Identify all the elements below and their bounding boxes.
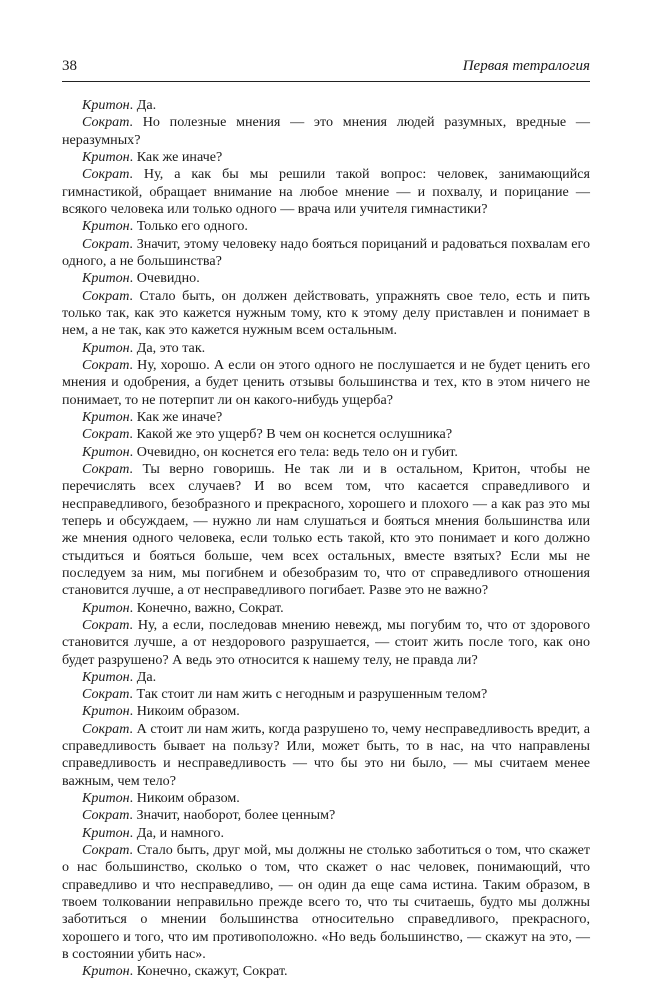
speaker-separator: . bbox=[129, 790, 137, 807]
dialogue-paragraph bbox=[62, 669, 590, 686]
speaker-separator: . bbox=[129, 408, 137, 425]
speech-text: Конечно, скажут, Сократ. bbox=[136, 963, 288, 980]
speaker-name: Критон bbox=[82, 270, 130, 287]
speech-text: Никоим образом. bbox=[136, 703, 240, 720]
dialogue-paragraph bbox=[62, 149, 590, 166]
speaker-separator: . bbox=[129, 356, 138, 373]
speaker-separator: . bbox=[129, 218, 137, 235]
dialogue-paragraph bbox=[62, 721, 590, 790]
speaker-name: Сократ bbox=[82, 686, 130, 703]
dialogue-paragraph bbox=[62, 790, 590, 807]
dialogue-paragraph bbox=[62, 97, 590, 114]
speech-text: Да, это так. bbox=[136, 339, 206, 356]
speaker-name: Критон bbox=[82, 148, 130, 165]
dialogue-text bbox=[62, 97, 590, 981]
dialogue-paragraph bbox=[62, 218, 590, 235]
speaker-separator: . bbox=[129, 460, 143, 477]
speech-text: Да. bbox=[136, 668, 157, 685]
dialogue-paragraph bbox=[62, 686, 590, 703]
dialogue-paragraph bbox=[62, 270, 590, 287]
dialogue-paragraph bbox=[62, 444, 590, 461]
speaker-name: Критон bbox=[82, 790, 130, 807]
speaker-name: Сократ bbox=[82, 616, 130, 633]
speaker-name: Критон bbox=[82, 668, 130, 685]
speech-text: Ну, хорошо. А если он этого одного не послушается и не будет ценить его мнения и одобрения, а будет ценить отзывы большинства и тех, кто в этом ничего не понимает, то не потерпит ли он какого-нибудь ущерба? bbox=[62, 356, 590, 408]
speaker-separator: . bbox=[129, 426, 137, 443]
page-header bbox=[62, 57, 590, 82]
running-title: Первая тетралогия bbox=[462, 58, 590, 74]
dialogue-paragraph bbox=[62, 288, 590, 340]
speech-text: Да. bbox=[136, 97, 157, 113]
speaker-name: Критон bbox=[82, 824, 130, 841]
speaker-separator: . bbox=[129, 686, 137, 703]
speech-text: Ну, а как бы мы решили такой вопрос: человек, занимающийся гимнастикой, обращает внимание на любое мнение — и похвалу, и порицание — всякого человека или только одного — врача или учителя гимнастики? bbox=[62, 166, 590, 217]
speech-text: Значит, наоборот, более ценным? bbox=[136, 807, 336, 824]
dialogue-paragraph bbox=[62, 963, 590, 980]
dialogue-paragraph bbox=[62, 807, 590, 824]
speech-text: Очевидно, он коснется его тела: ведь тело он и губит. bbox=[136, 443, 458, 460]
speaker-separator: . bbox=[129, 616, 138, 633]
speaker-separator: . bbox=[129, 599, 137, 616]
speaker-name: Критон bbox=[82, 408, 130, 425]
dialogue-paragraph bbox=[62, 236, 590, 271]
speaker-separator: . bbox=[129, 166, 144, 183]
speaker-separator: . bbox=[129, 114, 143, 131]
dialogue-paragraph bbox=[62, 825, 590, 842]
speaker-separator: . bbox=[129, 963, 137, 980]
speaker-name: Критон bbox=[82, 703, 130, 720]
speaker-separator: . bbox=[129, 235, 137, 252]
speaker-separator: . bbox=[129, 270, 137, 287]
speech-text: Так стоит ли нам жить с негодным и разрушенным телом? bbox=[136, 686, 488, 703]
dialogue-paragraph bbox=[62, 340, 590, 357]
dialogue-paragraph bbox=[62, 703, 590, 720]
speech-text: Очевидно. bbox=[136, 270, 200, 287]
speaker-name: Критон bbox=[82, 97, 130, 113]
speaker-separator: . bbox=[129, 443, 137, 460]
speaker-name: Критон bbox=[82, 443, 130, 460]
dialogue-paragraph bbox=[62, 617, 590, 669]
speech-text: Какой же это ущерб? В чем он коснется ослушника? bbox=[136, 426, 453, 443]
speech-text: Значит, этому человеку надо бояться порицаний и радоваться похвалам его одного, а не большинства? bbox=[62, 235, 591, 269]
dialogue-paragraph bbox=[62, 166, 590, 218]
speaker-name: Сократ bbox=[82, 114, 130, 131]
speaker-name: Критон bbox=[82, 963, 130, 980]
dialogue-paragraph bbox=[62, 114, 590, 149]
speaker-separator: . bbox=[129, 668, 137, 685]
speech-text: Стало быть, друг мой, мы должны не столько заботиться о том, что скажет о нас большинство, сколько о том, что скажет о нас человек, понимающий, что справедливо и что несправедливо, — он один да еще сама истина. Таким образом, в твоем толковании неправильно прежде всего то, что ты считаешь, будто мы должны заботиться о мнении большинства относительно справедливого, прекрасного, хорошего и того, что им противоположно. «Но ведь большинство, — скажут на это, — в состоянии убить нас». bbox=[62, 842, 591, 963]
speech-text: Ну, а если, последовав мнению невежд, мы погубим то, что от здорового становится лучше, а от нездорового разрушается, — стоит жить после того, как оно будет разрушено? А ведь это относится к нашему телу, не правда ли? bbox=[62, 616, 590, 668]
speech-text: Как же иначе? bbox=[136, 148, 223, 165]
speech-text: Конечно, важно, Сократ. bbox=[136, 599, 284, 616]
speaker-separator: . bbox=[129, 824, 137, 841]
dialogue-paragraph bbox=[62, 600, 590, 617]
dialogue-paragraph bbox=[62, 409, 590, 426]
speaker-separator: . bbox=[129, 97, 137, 113]
speaker-name: Критон bbox=[82, 599, 130, 616]
speaker-name: Сократ bbox=[82, 842, 130, 859]
speaker-name: Сократ bbox=[82, 720, 130, 737]
speaker-name: Сократ bbox=[82, 426, 130, 443]
speaker-separator: . bbox=[129, 148, 137, 165]
speaker-name: Сократ bbox=[82, 460, 130, 477]
speaker-separator: . bbox=[129, 807, 137, 824]
speech-text: Но полезные мнения — это мнения людей разумных, вредные — неразумных? bbox=[62, 114, 591, 148]
speech-text: Да, и намного. bbox=[136, 824, 225, 841]
speech-text: Стало быть, он должен действовать, упражнять свое тело, есть и пить только так, как это кажется нужным тому, кто к этому делу приставлен и понимает в нем, а не так, как это кажется нужным всем остальным. bbox=[62, 287, 590, 339]
speaker-separator: . bbox=[129, 339, 137, 356]
speaker-name: Сократ bbox=[82, 287, 130, 304]
dialogue-paragraph bbox=[62, 357, 590, 409]
speech-text: Как же иначе? bbox=[136, 408, 223, 425]
speech-text: А стоит ли нам жить, когда разрушено то, чему несправедливость вредит, а справедливость бывает на пользу? Или, может быть, то в нас, на что направлены справедливость и несправедливость — что бы это ни было, — мы считаем менее важным, чем тело? bbox=[62, 720, 590, 789]
dialogue-paragraph bbox=[62, 842, 590, 963]
speaker-separator: . bbox=[129, 842, 137, 859]
speaker-name: Сократ bbox=[82, 356, 130, 373]
speech-text: Никоим образом. bbox=[136, 790, 240, 807]
page-number: 38 bbox=[62, 58, 77, 74]
speaker-name: Сократ bbox=[82, 807, 130, 824]
dialogue-paragraph bbox=[62, 426, 590, 443]
speech-text: Только его одного. bbox=[136, 218, 248, 235]
dialogue-paragraph bbox=[62, 461, 590, 600]
speaker-separator: . bbox=[129, 287, 140, 304]
speaker-name: Критон bbox=[82, 218, 130, 235]
speaker-separator: . bbox=[129, 703, 137, 720]
speaker-name: Критон bbox=[82, 339, 130, 356]
speech-text: Ты верно говоришь. Не так ли и в остальном, Критон, чтобы не перечислять всех случаев? И во всем том, что касается справедливого и несправедливого, безобразного и прекрасного, хорошего и плохого — а как раз это мы теперь и обсуждаем, — нужно ли нам слушаться и бояться мнения большинства или же мнения одного человека, если только есть такой, кто это понимает и кого должно стыдиться и бояться больше, чем всех остальных, вместе взятых? Если мы не последуем за ним, мы погибнем и обезобразим то, что от справедливого отношения становится лучше, а от несправедливого погибает. Разве это не важно? bbox=[62, 460, 591, 599]
speaker-name: Сократ bbox=[82, 166, 130, 183]
speaker-separator: . bbox=[129, 720, 137, 737]
speaker-name: Сократ bbox=[82, 235, 130, 252]
